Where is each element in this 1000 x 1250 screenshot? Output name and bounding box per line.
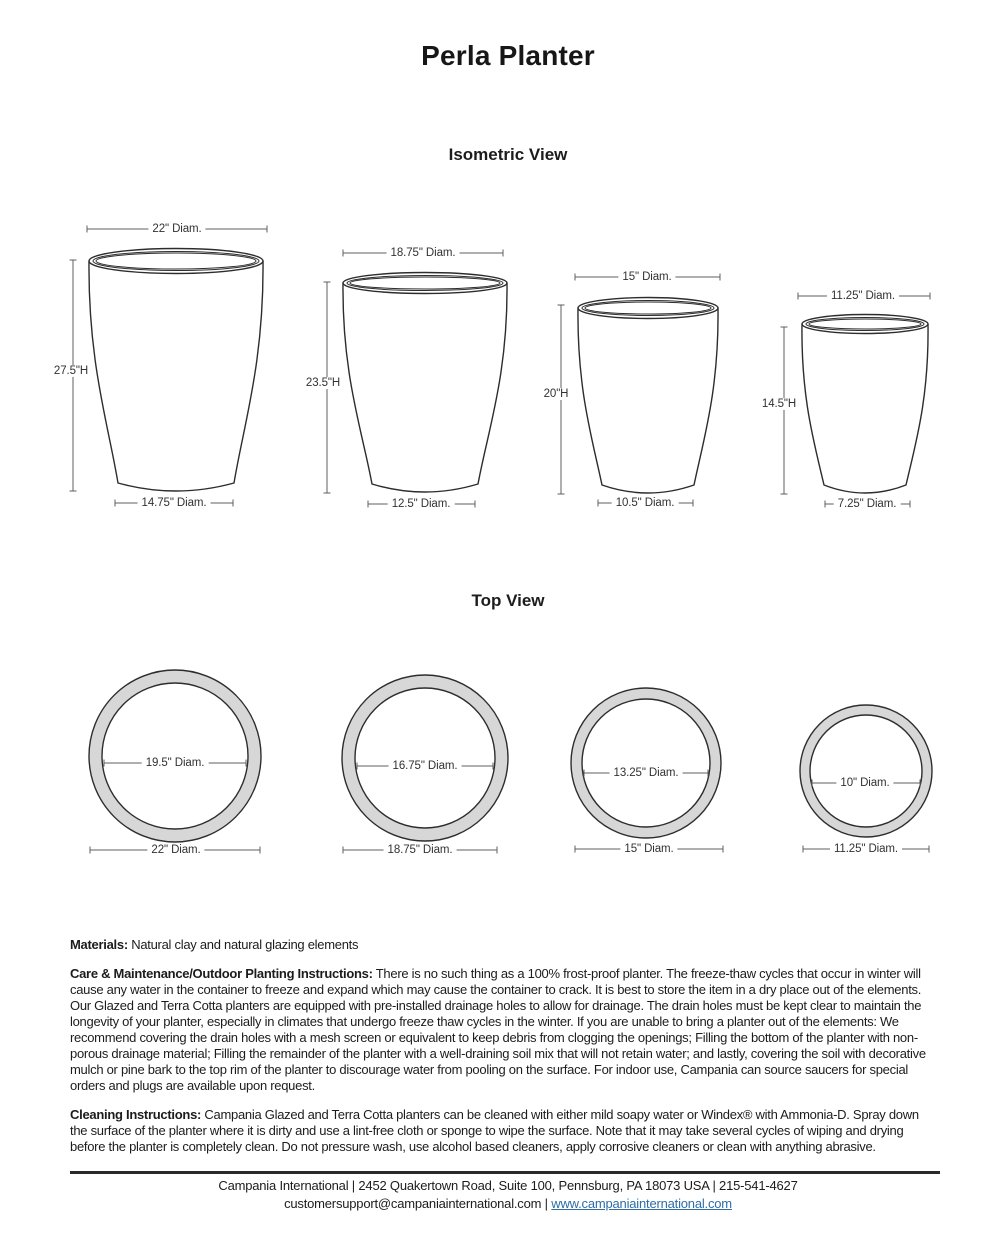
footer-divider: [70, 1171, 940, 1174]
materials-text: Natural clay and natural glazing elements: [127, 937, 359, 952]
care-paragraph: [70, 966, 938, 1094]
planter-2-top-diam-label: 18.75" Diam.: [387, 247, 460, 259]
footer-contact-line: [8, 1195, 1000, 1213]
planter-1-height-label: 27.5"H: [50, 365, 92, 377]
planter-3-bottom-diam-label: 10.5" Diam.: [612, 497, 679, 509]
care-text: There is no such thing as a 100% frost-proof planter. The freeze-thaw cycles that occur in winter will cause any water in the container to freeze and expand which may cause the container to crack. It is best to store the item in a dry place out of the elements. Our Glazed and Terra Cotta planters are equipped with pre-installed drainage holes to allow for drainage. The drain holes must be kept clear to maintain the longevity of your planter, especially in climates that undergo freeze thaw cycles in the winter. If you are unable to bring a planter out of the elements: We recommend covering the drain holes with a mesh screen or equivalent to keep debris from clogging the openings; Filling the bottom of the planter with non-porous drainage material; Filling the remainder of the planter with a well-draining soil mix that will not retain water; and lastly, covering the soil with decorative mulch or pine bark to the top rim of the planter to discourage water from pooling on the surface. For indoor use, Campania can source saucers for special orders and plugs are available upon request.: [70, 966, 926, 1093]
planter-3-height-label: 20"H: [540, 388, 573, 400]
care-label: Care & Maintenance/Outdoor Planting Instructions:: [70, 966, 373, 981]
materials-label: Materials:: [70, 937, 128, 952]
planter-outline-4: [802, 315, 928, 494]
cleaning-text: Campania Glazed and Terra Cotta planters can be cleaned with either mild soapy water or Windex® with Ammonia-D. Spray down the surface of the planter where it is dirty and use a lint-free cloth or sponge to wipe the surface. Note that it may take several cycles of wiping and drying before the planter is completely clean. Do not pressure wash, use alcohol based cleaners, apply corrosive cleaners or clean with anything abrasive.: [70, 1107, 919, 1154]
planter-outline-1: [89, 249, 263, 492]
footer: [8, 1177, 1000, 1212]
planter-3-top-diam-label: 15" Diam.: [618, 271, 675, 283]
planter-2-height-label: 23.5"H: [302, 377, 344, 389]
info-section: [70, 937, 938, 1168]
planter-4-bottom-diam-label: 7.25" Diam.: [834, 498, 901, 510]
planter-1-top-diam-label: 22" Diam.: [148, 223, 205, 235]
planter-4-top-diam-label: 11.25" Diam.: [827, 290, 899, 302]
section-heading-top-view: Top View: [471, 591, 545, 610]
footer-address-line: Campania International | 2452 Quakertown Road, Suite 100, Pennsburg, PA 18073 USA | 215-541-4627: [218, 1178, 798, 1193]
section-heading-isometric: Isometric View: [448, 145, 568, 164]
footer-email: customersupport@campaniainternational.com: [284, 1195, 542, 1211]
cleaning-paragraph: [70, 1107, 938, 1155]
topview-4-inner-diam-label: 10" Diam.: [836, 777, 893, 789]
materials-paragraph: [70, 937, 938, 953]
topview-ring-1: [89, 670, 261, 842]
topview-ring-4: [800, 705, 932, 837]
footer-separator: |: [541, 1195, 552, 1211]
topview-1-outer-diam-label: 22" Diam.: [147, 844, 204, 856]
planter-2-bottom-diam-label: 12.5" Diam.: [388, 498, 455, 510]
topview-3-inner-diam-label: 13.25" Diam.: [610, 767, 683, 779]
topview-4-outer-diam-label: 11.25" Diam.: [830, 843, 902, 855]
planter-4-height-label: 14.5"H: [758, 398, 800, 410]
topview-ring-2: [342, 675, 508, 841]
footer-website-link[interactable]: www.campaniainternational.com: [551, 1195, 732, 1211]
planter-1-bottom-diam-label: 14.75" Diam.: [138, 497, 211, 509]
topview-3-outer-diam-label: 15" Diam.: [620, 843, 677, 855]
topview-ring-3: [571, 688, 721, 838]
planter-outline-3: [578, 298, 718, 494]
page-title: Perla Planter: [421, 40, 595, 71]
topview-2-inner-diam-label: 16.75" Diam.: [389, 760, 462, 772]
topview-1-inner-diam-label: 19.5" Diam.: [142, 757, 209, 769]
planter-outline-2: [343, 273, 507, 493]
topview-2-outer-diam-label: 18.75" Diam.: [384, 844, 457, 856]
cleaning-label: Cleaning Instructions:: [70, 1107, 202, 1122]
